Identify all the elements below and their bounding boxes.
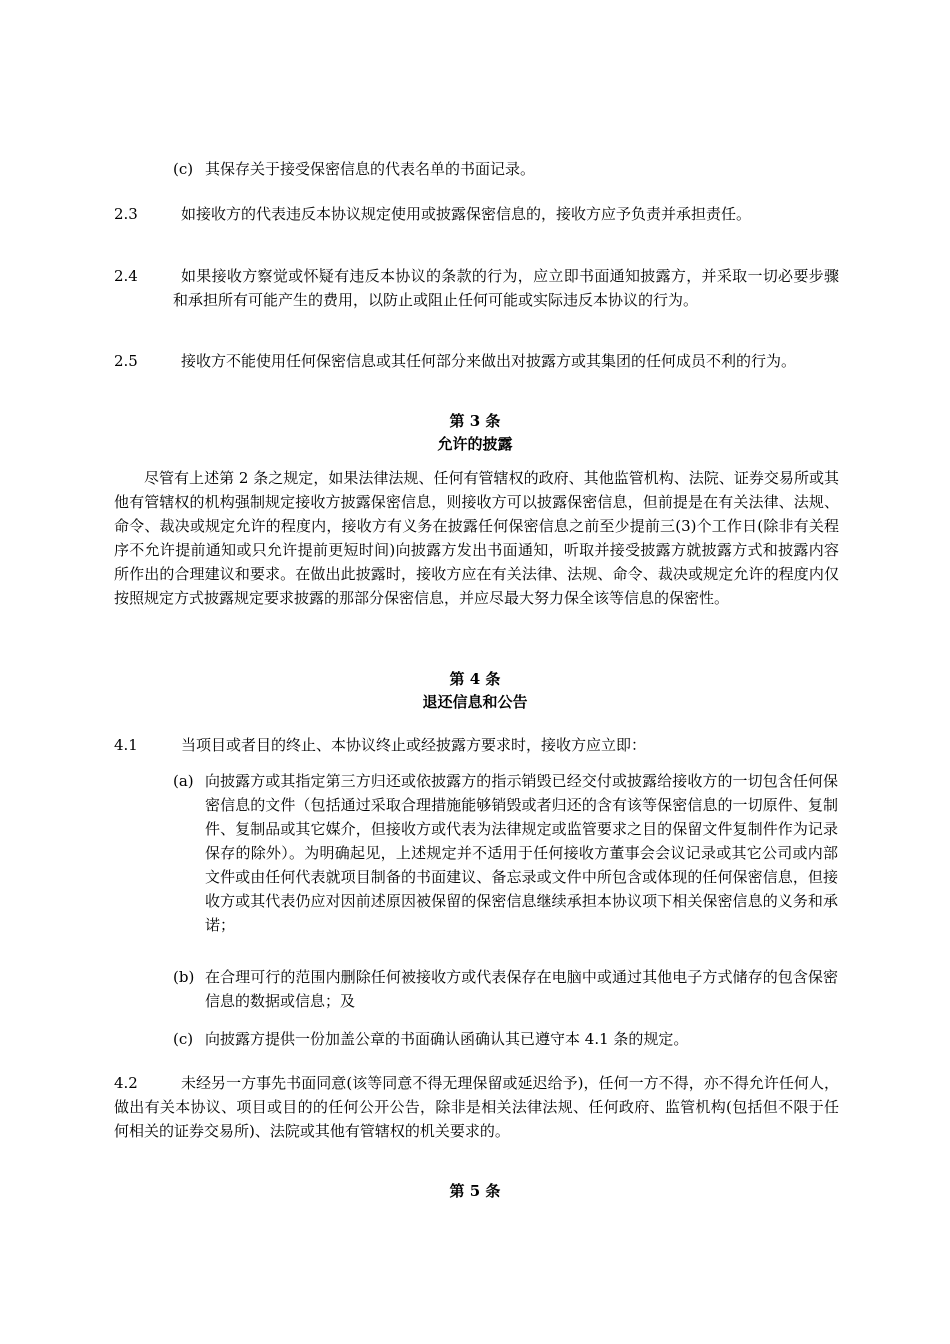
clause-2-5 <box>114 349 839 373</box>
item-label: (a) <box>173 772 194 790</box>
item-label: (c) <box>173 160 194 178</box>
clause-text: 当项目或者目的终止、本协议终止或经披露方要求时，接收方应立即： <box>181 736 647 754</box>
item-text: 在合理可行的范围内删除任何被接收方或代表保存在电脑中或通过其他电子方式储存的包含保密信息的数据或信息；及 <box>205 968 838 1010</box>
clause-number: 4.2 <box>114 1074 138 1092</box>
item-text: 向披露方或其指定第三方归还或依披露方的指示销毁已经交付或披露给接收方的一切包含任何保密信息的文件（包括通过采取合理措施能够销毁或者归还的含有该等保密信息的一切原件、复制件、复制品或其它媒介，但接收方或代表为法律规定或监管要求之目的保留文件复制件作为记录保存的除外）。为明确起见，上述规定并不适用于任何接收方董事会会议记录或其它公司或内部文件或由任何代表就项目制备的书面建议、备忘录或文件中所包含或体现的任何保密信息，但接收方或其代表仍应对因前述原因被保留的保密信息继续承担本协议项下相关保密信息的义务和承诺； <box>205 772 838 934</box>
clause-2-4 <box>114 264 839 312</box>
article-4-number: 第 4 条 <box>449 670 501 688</box>
clause-text: 如果接收方察觉或怀疑有违反本协议的条款的行为，应立即书面通知披露方，并采取一切必要步骤和承担所有可能产生的费用，以防止或阻止任何可能或实际违反本协议的行为。 <box>173 267 839 309</box>
item-label: (b) <box>173 968 195 986</box>
item-label: (c) <box>173 1030 194 1048</box>
clause-text: 接收方不能使用任何保密信息或其任何部分来做出对披露方或其集团的任何成员不利的行为。 <box>181 352 797 370</box>
clause-4-1 <box>114 733 839 757</box>
item-text: 向披露方提供一份加盖公章的书面确认函确认其已遵守本 4.1 条的规定。 <box>205 1030 689 1048</box>
clause-text: 未经另一方事先书面同意(该等同意不得无理保留或延迟给予)，任何一方不得，亦不得允许任何人，做出有关本协议、项目或目的的任何公开公告，除非是相关法律法规、任何政府、监管机构(包括但不限于任何相关的证券交易所)、法院或其他有管辖权的机关要求的。 <box>114 1074 839 1140</box>
clause-text: 如接收方的代表违反本协议规定使用或披露保密信息的，接收方应予负责并承担责任。 <box>181 205 752 223</box>
clause-4-2 <box>114 1071 839 1143</box>
article-3-paragraph: 尽管有上述第 2 条之规定，如果法律法规、任何有管辖权的政府、其他监管机构、法院、证券交易所或其他有管辖权的机构强制规定接收方披露保密信息，则接收方可以披露保密信息，但前提是在有关法律、法规、命令、裁决或规定允许的程度内，接收方有义务在披露任何保密信息之前至少提前三(3)个工作日(除非有关程序不允许提前通知或只允许提前更短时间)向披露方发出书面通知，听取并接受披露方就披露方式和披露内容所作出的合理建议和要求。在做出此披露时，接收方应在有关法律、法规、命令、裁决或规定允许的程度内仅按照规定方式披露规定要求披露的那部分保密信息，并应尽最大努力保全该等信息的保密性。 <box>114 469 839 607</box>
article-3-number: 第 3 条 <box>449 412 501 430</box>
clause-number: 4.1 <box>114 736 138 754</box>
item-2-2-c <box>173 157 838 181</box>
item-4-1-c <box>173 1027 838 1051</box>
article-4-title: 退还信息和公告 <box>422 693 528 711</box>
item-4-1-b <box>173 965 838 1013</box>
clause-number: 2.4 <box>114 267 138 285</box>
article-3-title: 允许的披露 <box>437 435 513 453</box>
item-text: 其保存关于接受保密信息的代表名单的书面记录。 <box>205 160 536 178</box>
article-5-number: 第 5 条 <box>449 1182 501 1200</box>
clause-number: 2.5 <box>114 352 138 370</box>
clause-number: 2.3 <box>114 205 138 223</box>
item-4-1-a <box>173 769 838 937</box>
clause-2-3 <box>114 202 839 226</box>
